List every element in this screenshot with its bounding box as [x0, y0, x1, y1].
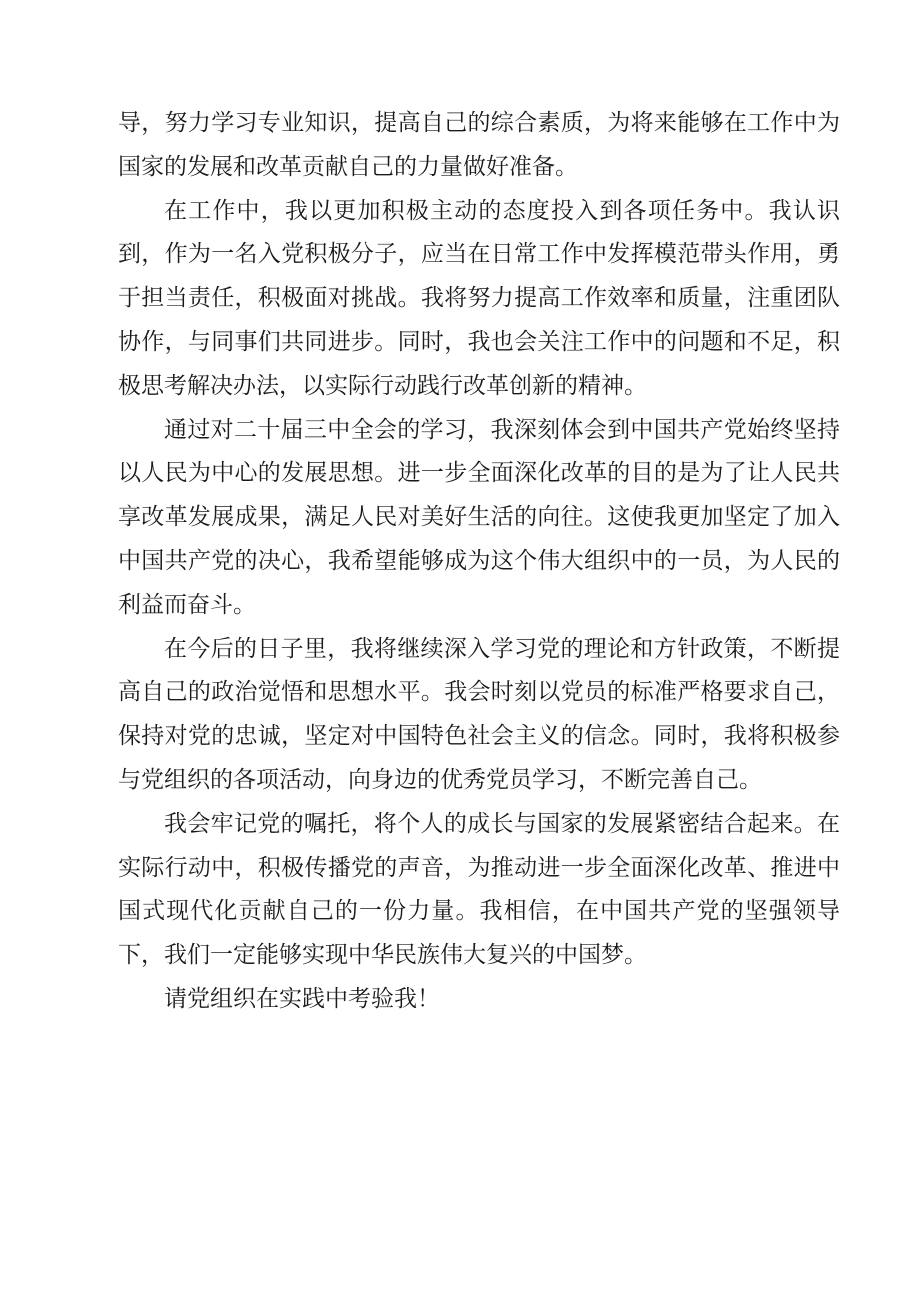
paragraph-continued-preparation: 导，努力学习专业知识，提高自己的综合素质，为将来能够在工作中为国家的发展和改革贡献自己的力量做好准备。 — [118, 110, 840, 180]
paragraph-commitment: 我会牢记党的嘱托，将个人的成长与国家的发展紧密结合起来。在实际行动中，积极传播党的声音，为推动进一步全面深化改革、推进中国式现代化贡献自己的一份力量。我相信，在中国共产党的坚强领导下，我们一定能够实现中华民族伟大复兴的中国梦。 — [118, 810, 840, 969]
paragraph-plenum-study: 通过对二十届三中全会的学习，我深刻体会到中国共产党始终坚持以人民为中心的发展思想。进一步全面深化改革的目的是为了让人民共享改革发展成果，满足人民对美好生活的向往。这使我更加坚定了加入中国共产党的决心，我希望能够成为这个伟大组织中的一员，为人民的利益而奋斗。 — [118, 416, 840, 618]
paragraph-future-study: 在今后的日子里，我将继续深入学习党的理论和方针政策，不断提高自己的政治觉悟和思想水平。我会时刻以党员的标准严格要求自己，保持对党的忠诚，坚定对中国特色社会主义的信念。同时，我将积极参与党组织的各项活动，向身边的优秀党员学习，不断完善自己。 — [118, 635, 840, 793]
paragraph-closing-request: 请党组织在实践中考验我！ — [164, 985, 440, 1012]
paragraph-work-attitude: 在工作中，我以更加积极主动的态度投入到各项任务中。我认识到，作为一名入党积极分子，应当在日常工作中发挥模范带头作用，勇于担当责任，积极面对挑战。我将努力提高工作效率和质量，注重团队协作，与同事们共同进步。同时，我也会关注工作中的问题和不足，积极思考解决办法，以实际行动践行改革创新的精神。 — [118, 197, 840, 399]
